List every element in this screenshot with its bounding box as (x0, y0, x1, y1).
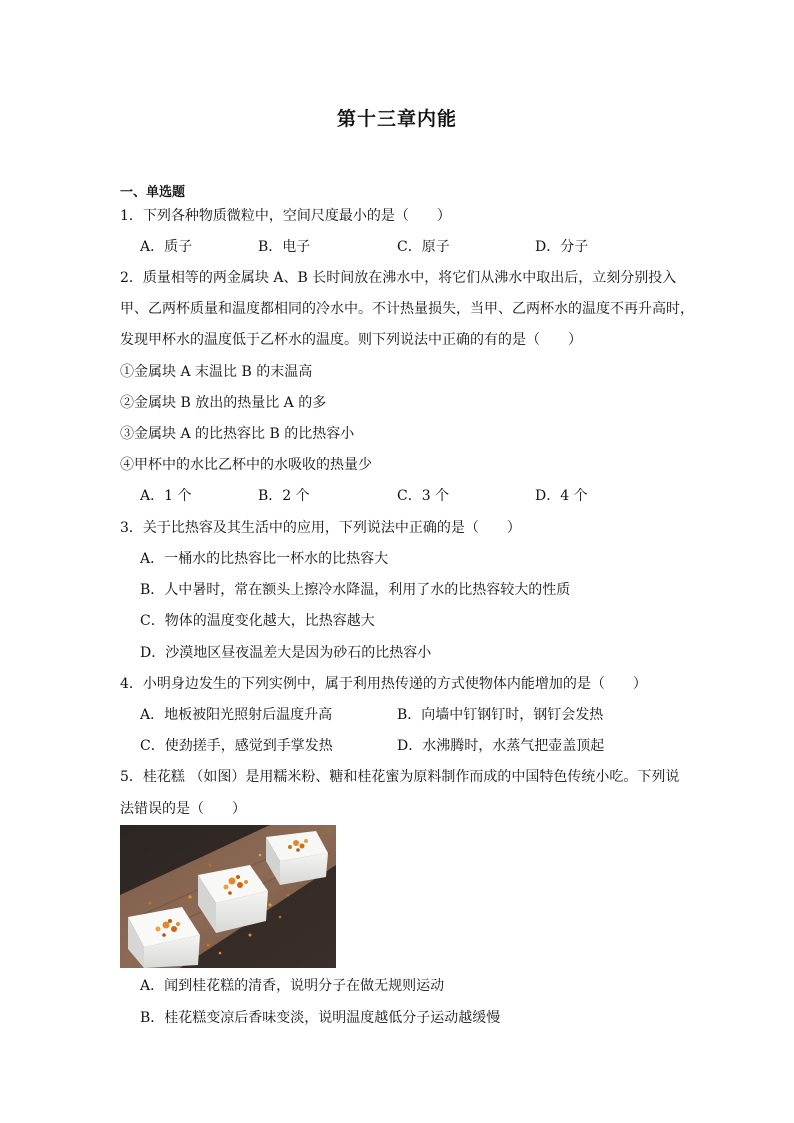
q2-option-d: D．4 个 (535, 488, 588, 504)
q1-option-b: B．电子 (258, 239, 311, 255)
q2-stem-line-1: 2．质量相等的两金属块 A、B 长时间放在沸水中，将它们从沸水中取出后，立刻分别投入 (120, 270, 677, 286)
q3-option-d: D．沙漠地区昼夜温差大是因为砂石的比热容小 (140, 645, 432, 661)
q5-stem-line-1: 5．桂花糕 （如图）是用糯米粉、糖和桂花蜜为原料制作而成的中国特色传统小吃。下列说 (120, 769, 680, 785)
osmanthus-cake-photo (120, 825, 336, 968)
q2-statement-1: ①金属块 A 末温比 B 的末温高 (120, 364, 313, 380)
q3-option-c: C．物体的温度变化越大，比热容越大 (140, 613, 375, 629)
q2-statement-4: ④甲杯中的水比乙杯中的水吸收的热量少 (120, 457, 372, 473)
q3-option-b: B．人中暑时，常在额头上擦冷水降温，利用了水的比热容较大的性质 (140, 582, 571, 598)
q1-option-d: D．分子 (535, 239, 589, 255)
q1-stem: 1．下列各种物质微粒中，空间尺度最小的是（ ） (120, 208, 451, 224)
q2-stem-line-2: 甲、乙两杯质量和温度都相同的冷水中。不计热量损失，当甲、乙两杯水的温度不再升高时， (120, 301, 694, 317)
q2-stem-line-3: 发现甲杯水的温度低于乙杯水的温度。则下列说法中正确的有的是（ ） (120, 332, 582, 348)
q5-option-a: A．闻到桂花糕的清香，说明分子在做无规则运动 (140, 978, 445, 994)
q4-option-c: C．使劲搓手，感觉到手掌发热 (140, 738, 333, 754)
q4-option-b: B．向墙中钉钢钉时，钢钉会发热 (397, 707, 604, 723)
page-title: 第十三章内能 (336, 108, 457, 130)
q2-statement-3: ③金属块 A 的比热容比 B 的比热容小 (120, 426, 355, 442)
q2-statement-2: ②金属块 B 放出的热量比 A 的多 (120, 395, 327, 411)
q2-option-a: A．1 个 (140, 488, 192, 504)
q5-option-b: B．桂花糕变凉后香味变淡，说明温度越低分子运动越缓慢 (140, 1010, 501, 1026)
q3-stem: 3．关于比热容及其生活中的应用，下列说法中正确的是（ ） (120, 520, 521, 536)
section-heading: 一、单选题 (120, 185, 186, 200)
q5-stem-line-2: 法错误的是（ ） (120, 801, 246, 817)
q1-option-a: A．质子 (140, 239, 193, 255)
q4-option-d: D．水沸腾时，水蒸气把壶盖顶起 (397, 738, 605, 754)
q3-option-a: A．一桶水的比热容比一杯水的比热容大 (140, 551, 389, 567)
q4-stem: 4．小明身边发生的下列实例中，属于利用热传递的方式使物体内能增加的是（ ） (120, 676, 647, 692)
q2-option-c: C．3 个 (397, 488, 450, 504)
q4-option-a: A．地板被阳光照射后温度升高 (140, 707, 333, 723)
q2-option-b: B．2 个 (258, 488, 310, 504)
q1-option-c: C．原子 (397, 239, 450, 255)
